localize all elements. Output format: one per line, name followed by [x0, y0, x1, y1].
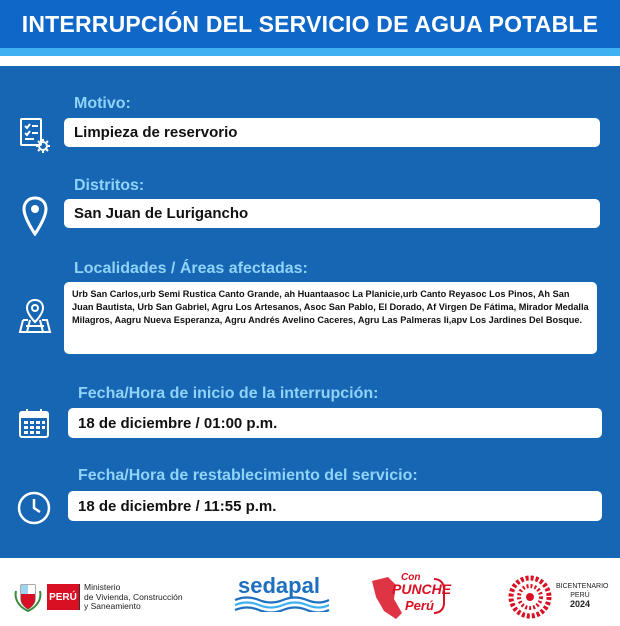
- peru-coat-of-arms-icon: [13, 581, 43, 620]
- distritos-value: San Juan de Lurigancho: [64, 199, 600, 228]
- peru-badge: PERÚ: [47, 584, 79, 610]
- map-pin-icon: [22, 196, 48, 241]
- bicentenario-line-1: BICENTENARIO: [556, 583, 609, 590]
- bicentenario-line-2: PERÚ: [570, 591, 590, 599]
- ministry-divider: [79, 584, 80, 610]
- restablecimiento-label: Fecha/Hora de restablecimiento del servicio:: [78, 467, 418, 484]
- motivo-label: Motivo:: [74, 95, 131, 112]
- localidades-value: Urb San Carlos,urb Semi Rustica Canto Grande, ah Huantaasoc La Planicie,urb Canto Reyasoc Los Pinos, Ah San Juan Bautista, Urb San Gabriel, Agru Los Artesanos, Asoc San Pablo, El Dorado, Af Virgen De Fátima, Mirador Medalla Milagros, Aagru Nueva Esperanza, Agru Andrés Avelino Caceres, Agru Las Palmeras Ii,apv Los Jardines Del Bosque.: [64, 282, 597, 354]
- page-title: INTERRUPCIÓN DEL SERVICIO DE AGUA POTABLE: [0, 0, 620, 48]
- restablecimiento-value: 18 de diciembre / 11:55 p.m.: [68, 491, 602, 521]
- campaign-mid: PUNCHE: [392, 581, 452, 597]
- inicio-label: Fecha/Hora de inicio de la interrupción:: [78, 385, 379, 402]
- ministry-line-1: Ministerio: [84, 582, 121, 592]
- bicentenario-line-3: 2024: [569, 599, 591, 609]
- sedapal-waves-icon: [233, 596, 331, 617]
- motivo-value: Limpieza de reservorio: [64, 118, 600, 147]
- bicentenario-emblem-icon: [508, 575, 552, 624]
- checklist-gear-icon: [18, 116, 52, 159]
- calendar-icon: [18, 407, 50, 444]
- inicio-value: 18 de diciembre / 01:00 p.m.: [68, 408, 602, 438]
- banner-accent-stripe: [0, 48, 620, 56]
- ministry-name: [84, 583, 183, 612]
- ministry-line-3: y Saneamiento: [84, 601, 141, 611]
- map-location-icon: [18, 298, 52, 339]
- clock-icon: [16, 490, 52, 531]
- distritos-label: Distritos:: [74, 177, 145, 194]
- campaign-top: Con: [401, 572, 421, 583]
- localidades-label: Localidades / Áreas afectadas:: [74, 260, 308, 277]
- sedapal-logo-text: sedapal: [238, 573, 320, 598]
- bicentenario-text: [556, 583, 609, 609]
- campaign-bottom: Perú: [405, 598, 434, 613]
- banner-gap: [0, 56, 620, 66]
- ministry-line-2: de Vivienda, Construcción: [84, 591, 183, 602]
